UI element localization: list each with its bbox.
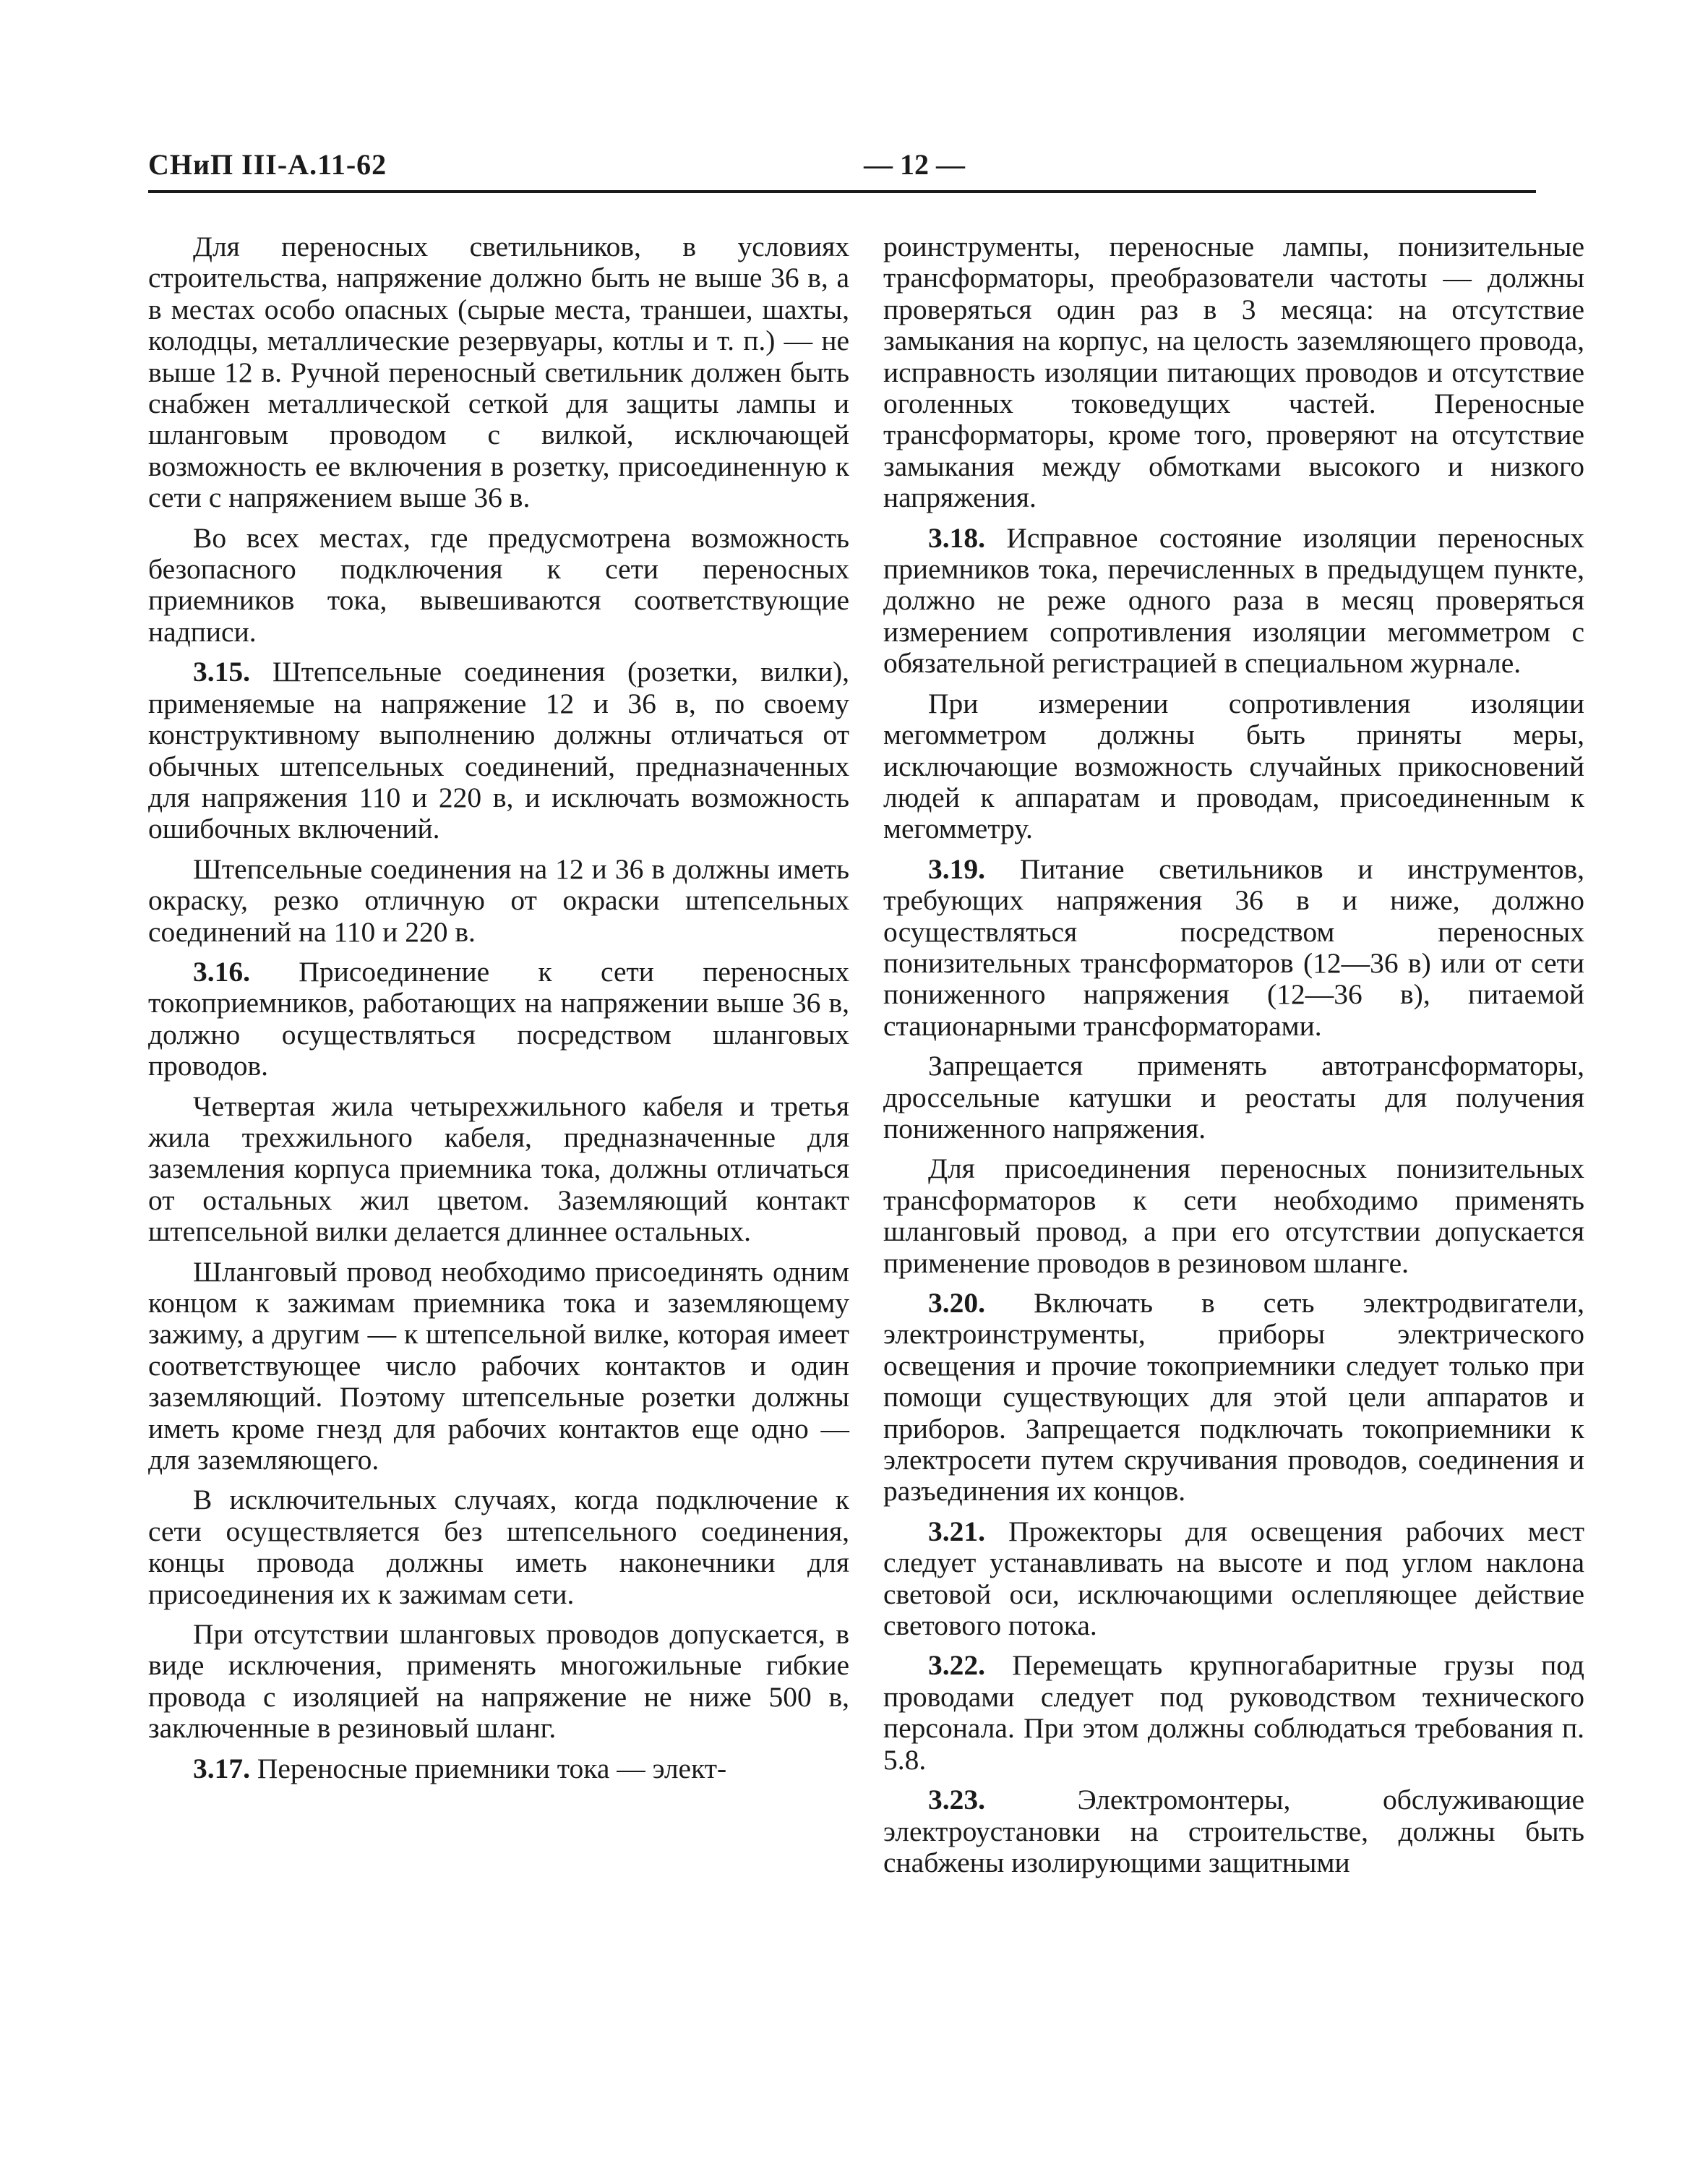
paragraph [883,523,1584,680]
paragraph [148,1753,849,1784]
paragraph-text: При измерении сопротивления изоляции мегомметром должны быть приняты меры, исключающие возможность случайных прикосновений людей к аппаратам и проводам, присоединенным к мегомметру. [883,687,1584,845]
paragraph-text: роинструменты, переносные лампы, понизительные трансформаторы, преобразователи частоты — должны проверяться один раз в 3 месяца: на отсутствие замыкания на корпус, на целость заземляющего провода, исправность изоляции питающих проводов и отсутствие оголенных токоведущих частей. Переносные трансформаторы, кроме того, проверяют на отсутствие замыкания между обмотками высокого и низкого напряжения. [883,231,1584,514]
page-header [148,145,1536,188]
paragraph-text: Присоединение к сети переносных токоприемников, работающих на напряжении выше 36 в, должно осуществляться посредством шланговых проводов. [148,955,850,1082]
section-number: 3.17. [193,1752,250,1784]
paragraph-text: Включать в сеть электродвигатели, электроинструменты, приборы электрического освещения и прочие токоприемники следует только при помощи существующих для этой цели аппаратов и приборов. Запрещается подключать токоприемники к электросети путем скручивания проводов, соединения и разъединения их концов. [883,1287,1584,1507]
paragraph [883,1516,1584,1642]
paragraph-text: Питание светильников и инструментов, требующих напряжения 36 в и ниже, должно осуществляться посредством переносных понизительных трансформаторов (12—36 в) или от сети пониженного напряжения (12—36 в), питаемой стационарными трансформаторами. [883,852,1584,1042]
left-column [148,231,849,1793]
paragraph [148,957,849,1082]
paragraph-text: Для присоединения переносных понизительных трансформаторов к сети необходимо применять шланговый провод, а при его отсутствии допускается применение проводов в резиновом шланге. [883,1152,1584,1279]
section-number: 3.20. [928,1287,985,1319]
paragraph-text: Перемещать крупногабаритные грузы под проводами следует под руководством технического персонала. При этом должны соблюдаться требования п. 5.8. [883,1649,1584,1776]
paragraph [883,1650,1584,1776]
paragraph-text: Для переносных светильников, в условиях строительства, напряжение должно быть не выше 36 в, а в местах особо опасных (сырые места, траншеи, шахты, колодцы, металлические резервуары, котлы и т. п.) — не выше 12 в. Ручной переносный светильник должен быть снабжен металлической сеткой для защиты лампы и шланговым проводом с вилкой, исключающей возможность ее включения в розетку, присоединенную к сети с напряжением выше 36 в. [148,231,849,514]
paragraph [148,231,849,514]
paragraph [148,656,849,844]
paragraph [883,1051,1584,1145]
paragraph-text: Во всех местах, где предусмотрена возможность безопасного подключения к сети переносных приемников тока, вывешиваются соответствующие надписи. [148,521,849,648]
paragraph [883,1288,1584,1507]
paragraph-text: Прожекторы для освещения рабочих мест следует устанавливать на высоте и под углом наклона световой оси, исключающими ослепляющее действие светового потока. [883,1515,1584,1642]
paragraph [883,1784,1584,1878]
paragraph [883,231,1584,514]
paragraph-text: Переносные приемники тока — элект- [257,1752,727,1784]
paragraph [148,523,849,649]
paragraph-text: Шланговый провод необходимо присоединять одним концом к зажимам приемника тока и заземляющему зажиму, а другим — к штепсельной вилке, которая имеет соответствующее число рабочих контактов и один заземляющий. Поэтому штепсельные розетки должны иметь кроме гнезд для рабочих контактов еще одно — для заземляющего. [148,1255,849,1476]
section-number: 3.21. [928,1515,985,1547]
paragraph [148,1484,849,1610]
header-rule [148,190,1536,193]
paragraph [148,1257,849,1476]
document-code: СНиП III-А.11-62 [148,148,387,181]
paragraph-text: Электромонтеры, обслуживающие электроустановки на строительстве, должны быть снабжены изолирующими защитными [883,1784,1584,1878]
page-number: — 12 — [864,148,965,181]
paragraph-text: Исправное состояние изоляции переносных приемников тока, перечисленных в предыдущем пункте, должно не реже одного раза в месяц проверяться измерением сопротивления изоляции мегомметром с обязательной регистрацией в специальном журнале. [883,521,1584,680]
paragraph [883,854,1584,1042]
section-number: 3.18. [928,521,985,554]
paragraph-text: Штепсельные соединения на 12 и 36 в должны иметь окраску, резко отличную от окраски штепсельных соединений на 110 и 220 в. [148,852,849,948]
paragraph [883,1153,1584,1279]
section-number: 3.16. [193,955,250,988]
paragraph-text: Запрещается применять автотрансформаторы, дроссельные катушки и реостаты для получения пониженного напряжения. [883,1050,1584,1145]
paragraph [883,688,1584,845]
paragraph [148,854,849,948]
paragraph-text: Штепсельные соединения (розетки, вилки), применяемые на напряжение 12 и 36 в, по своему конструктивному выполнению должны отличаться от обычных штепсельных соединений, предназначенных для напряжения 110 и 220 в, и исключать возможность ошибочных включений. [148,656,849,845]
right-column [883,231,1584,1887]
paragraph-text: В исключительных случаях, когда подключение к сети осуществляется без штепсельного соединения, концы провода должны иметь наконечники для присоединения их к зажимам сети. [148,1484,849,1610]
section-number: 3.22. [928,1649,985,1682]
paragraph-text: Четвертая жила четырехжильного кабеля и третья жила трехжильного кабеля, предназначенные для заземления корпуса приемника тока, должны отличаться от остальных жил цветом. Заземляющий контакт штепсельной вилки делается длиннее остальных. [148,1090,849,1248]
section-number: 3.23. [928,1784,985,1816]
paragraph [148,1619,849,1745]
paragraph-text: При отсутствии шланговых проводов допускается, в виде исключения, применять многожильные гибкие провода с изоляцией на напряжение не ниже 500 в, заключенные в резиновый шланг. [148,1618,849,1745]
section-number: 3.19. [928,852,985,885]
section-number: 3.15. [193,656,250,688]
paragraph [148,1091,849,1248]
